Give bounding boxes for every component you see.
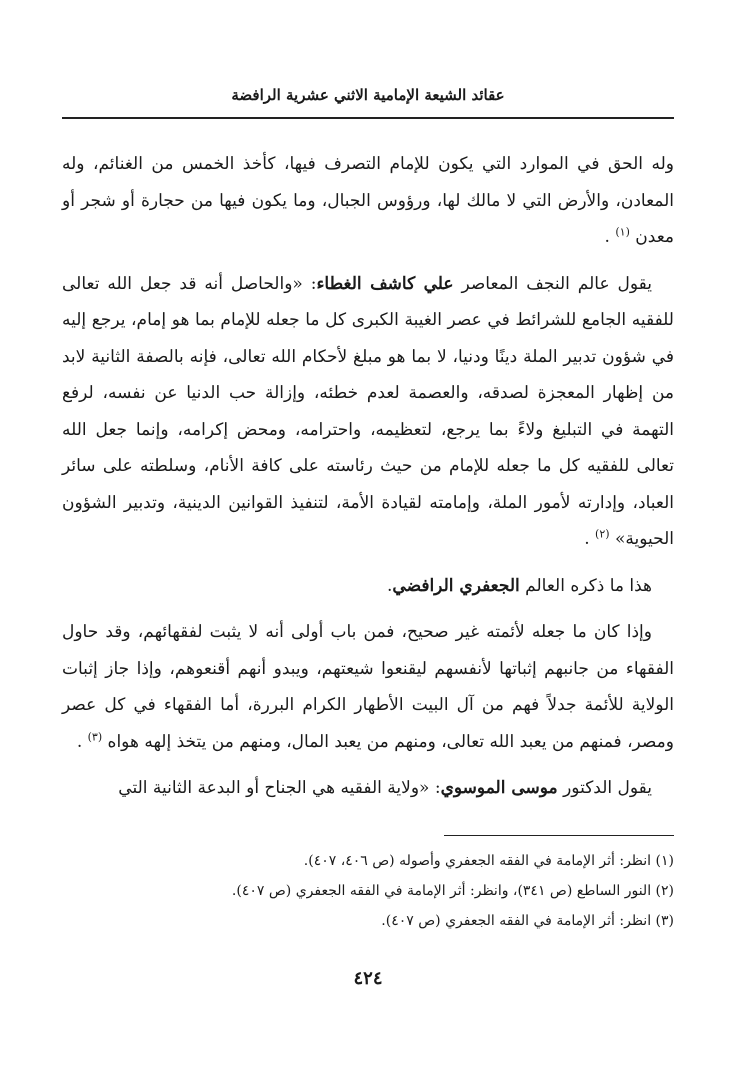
paragraph-text: : «والحاصل أنه قد جعل الله تعالى للفقيه الجامع للشرائط في عصر الغيبة الكبرى كل ما جعله للإمام بما هو إمام، يرجع إليه في شؤون تدبير الملة دينًا ودنيا، لا بما هو مبلغ لأحكام الله تعالى، فإنه بالصفة الثانية لابد من إظهار المعجزة لصدقه، والعصمة لعدم خطئه، وإزالة حب الدنيا عن نفسه، لرفع التهمة في التبليغ ولاءً بما يرجع، لتعظيمه، واحترامه، ومحض إكرامه، وإنما جعل الله تعالى للفقيه كل ما جعله للإمام من حيث رئاسته على كافة الأنام، وسلطته على سائر العباد، وإدارته لأمور الملة، وإمامته لقيادة الأمة، لتنفيذ القوانين الدينية، وتدبير الشؤون الحيوية» — [62, 273, 674, 549]
scholar-name: علي كاشف الغطاء — [316, 273, 454, 294]
main-text — [62, 146, 674, 807]
page-number: ٤٢٤ — [353, 968, 383, 989]
paragraph-end: . — [387, 575, 393, 596]
paragraph-text: وإذا كان ما جعله لأئمته غير صحيح، فمن باب أولى أنه لا يثبت لفقهائهم، وقد حاول الفقهاء من جانبهم إثباتها لأنفسهم ليقنعوا شيعتهم، ويبدو أنهم أقنعوهم، وإذا جاز إثبات الولاية للأئمة جدلاً فهم من آل البيت الأطهار الكرام البررة، أما الفقهاء في كل عصر ومصر، فمنهم من يعبد الله تعالى، ومنهم من يعبد المال، ومنهم من يتخذ إلهه هواه — [62, 622, 674, 752]
paragraph-text: : «ولاية الفقيه هي الجناح أو البدعة الثانية التي — [118, 778, 441, 798]
paragraph-lead: يقول عالم النجف المعاصر — [453, 273, 652, 294]
paragraph-end: . — [76, 731, 83, 752]
paragraph-2 — [62, 266, 674, 558]
paragraph-5 — [62, 770, 674, 807]
footnote-rule — [444, 835, 674, 836]
footnote-ref: (٣) — [87, 729, 103, 743]
paragraph-end: . — [584, 529, 590, 549]
footnote-1: (١) انظر: أثر الإمامة في الفقه الجعفري وأصوله (ص ٤٠٦، ٤٠٧). — [303, 853, 674, 869]
paragraph-text: وله الحق في الموارد التي يكون للإمام التصرف فيها، كأخذ الخمس من الغنائم، وله المعادن، والأرض التي لا مالك لها، ورؤوس الجبال، وما يكون فيها من حجارة أو شجر أو معدن — [62, 154, 674, 247]
footnotes — [62, 846, 674, 936]
paragraph-3 — [62, 568, 674, 605]
running-header: عقائد الشيعة الإمامية الاثني عشرية الرافضة — [231, 86, 505, 104]
footnote-ref: (١) — [615, 225, 630, 239]
paragraph-end: . — [604, 227, 610, 247]
footnote-3: (٣) انظر: أثر الإمامة في الفقه الجعفري (ص ٤٠٧). — [381, 913, 674, 929]
paragraph-1 — [62, 146, 674, 256]
scholar-name: الجعفري الرافضي — [392, 575, 520, 596]
header-rule — [62, 117, 674, 119]
scholar-name: موسى الموسوي — [440, 778, 558, 798]
paragraph-lead: هذا ما ذكره العالم — [519, 575, 652, 596]
paragraph-4 — [62, 614, 674, 760]
footnote-ref: (٢) — [595, 527, 610, 541]
paragraph-lead: يقول الدكتور — [557, 778, 652, 798]
footnote-2: (٢) النور الساطع (ص ٣٤١)، وانظر: أثر الإمامة في الفقه الجعفري (ص ٤٠٧). — [231, 883, 674, 899]
